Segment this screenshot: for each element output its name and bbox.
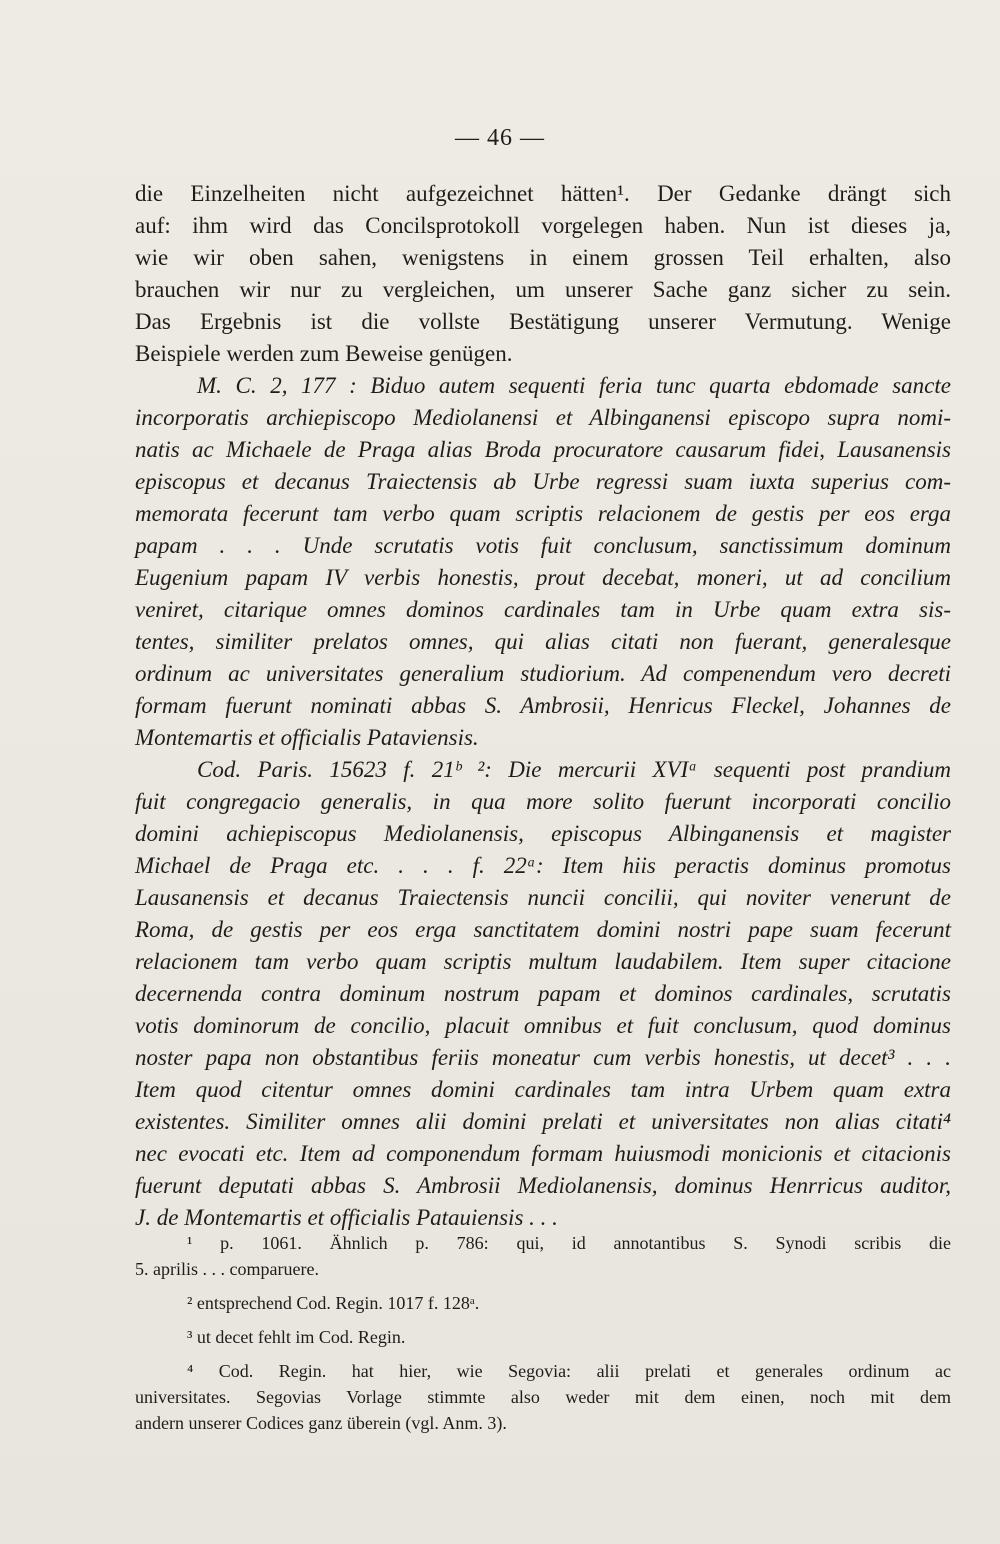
footnote-line: ¹ p. 1061. Ähnlich p. 786: qui, id annotantibus S. Synodi scribis die [187,1233,951,1253]
text-line: relacionem tam verbo quam scriptis multum laudabilem. Item super citacione [135,949,951,974]
text-line: Cod. Paris. 15623 f. 21ᵇ ²: Die mercurii XVIᵃ sequenti post prandium [197,757,951,782]
page-number: — 46 — [455,125,545,151]
text-line: incorporatis archiepiscopo Mediolanensi et Albinganensi episcopo supra nomi- [135,405,951,430]
text-line: domini achiepiscopus Mediolanensis, episcopus Albinganensis et magister [135,821,951,846]
text-line: Item quod citentur omnes domini cardinales tam intra Urbem quam extra [135,1077,951,1102]
paragraph-1 [135,178,951,370]
text-line: nec evocati etc. Item ad componendum formam huiusmodi monicionis et citacionis [135,1141,951,1166]
text-line: veniret, citarique omnes dominos cardinales tam in Urbe quam extra sis- [135,597,951,622]
text-line: decernenda contra dominum nostrum papam et dominos cardinales, scrutatis [135,981,951,1006]
paragraph-2 [135,370,951,754]
footnote-line: andern unserer Codices ganz überein (vgl. Anm. 3). [135,1413,507,1433]
text-line: J. de Montemartis et officialis Patauiensis . . . [135,1205,558,1230]
text-line: Lausanensis et decanus Traiectensis nuncii concilii, qui noviter venerunt de [135,885,951,910]
footnotes [135,1230,951,1444]
text-line: natis ac Michaele de Praga alias Broda procuratore causarum fidei, Lausanensis [135,437,951,462]
text-line: papam . . . Unde scrutatis votis fuit conclusum, sanctissimum dominum [135,533,951,558]
footnote-4 [135,1358,951,1436]
footnote-line: ⁴ Cod. Regin. hat hier, wie Segovia: alii prelati et generales ordinum ac [187,1361,951,1381]
footnote-line: 5. aprilis . . . comparuere. [135,1259,319,1279]
text-line: formam fuerunt nominati abbas S. Ambrosii, Henricus Fleckel, Johannes de [135,693,951,718]
text-line: ordinum ac universitates generalium studiorium. Ad compenendum vero decreti [135,661,951,686]
text-line: memorata fecerunt tam verbo quam scriptis relacionem de gestis per eos erga [135,501,951,526]
footnote-line: universitates. Segovias Vorlage stimmte also weder mit dem einen, noch mit dem [135,1387,951,1407]
text-line: Das Ergebnis ist die vollste Bestätigung unserer Vermutung. Wenige [135,309,951,334]
text-line: noster papa non obstantibus feriis moneatur cum verbis honestis, ut decet³ . . . [135,1045,951,1070]
text-line: wie wir oben sahen, wenigstens in einem grossen Teil erhalten, also [135,245,951,270]
paragraph-3 [135,754,951,1234]
text-line: Beispiele werden zum Beweise genügen. [135,341,513,366]
text-line: existentes. Similiter omnes alii domini prelati et universitates non alias citati⁴ [135,1109,951,1134]
text-line: votis dominorum de concilio, placuit omnibus et fuit conclusum, quod dominus [135,1013,951,1038]
text-line: die Einzelheiten nicht aufgezeichnet hätten¹. Der Gedanke drängt sich [135,181,951,206]
text-line: auf: ihm wird das Concilsprotokoll vorgelegen haben. Nun ist dieses ja, [135,213,951,238]
text-line: Eugenium papam IV verbis honestis, prout decebat, moneri, ut ad concilium [135,565,951,590]
main-text [135,178,951,1234]
footnote-2 [135,1290,951,1316]
footnote-1 [135,1230,951,1282]
text-line: M. C. 2, 177 : Biduo autem sequenti feria tunc quarta ebdomade sancte [197,373,951,398]
text-line: fuerunt deputati abbas S. Ambrosii Mediolanensis, dominus Henrricus auditor, [135,1173,951,1198]
text-line: brauchen wir nur zu vergleichen, um unserer Sache ganz sicher zu sein. [135,277,951,302]
text-line: Montemartis et officialis Pataviensis. [135,725,479,750]
text-line: fuit congregacio generalis, in qua more solito fuerunt incorporati concilio [135,789,951,814]
text-line: Roma, de gestis per eos erga sanctitatem domini nostri pape suam fecerunt [135,917,951,942]
text-line: Michael de Praga etc. . . . f. 22ᵃ: Item hiis peractis dominus promotus [135,853,951,878]
footnote-3 [135,1324,951,1350]
footnote-line: ² entsprechend Cod. Regin. 1017 f. 128ᵃ. [187,1293,480,1313]
text-line: tentes, similiter prelatos omnes, qui alias citati non fuerant, generalesque [135,629,951,654]
footnote-line: ³ ut decet fehlt im Cod. Regin. [187,1327,406,1347]
text-line: episcopus et decanus Traiectensis ab Urbe regressi suam iuxta superius com- [135,469,951,494]
